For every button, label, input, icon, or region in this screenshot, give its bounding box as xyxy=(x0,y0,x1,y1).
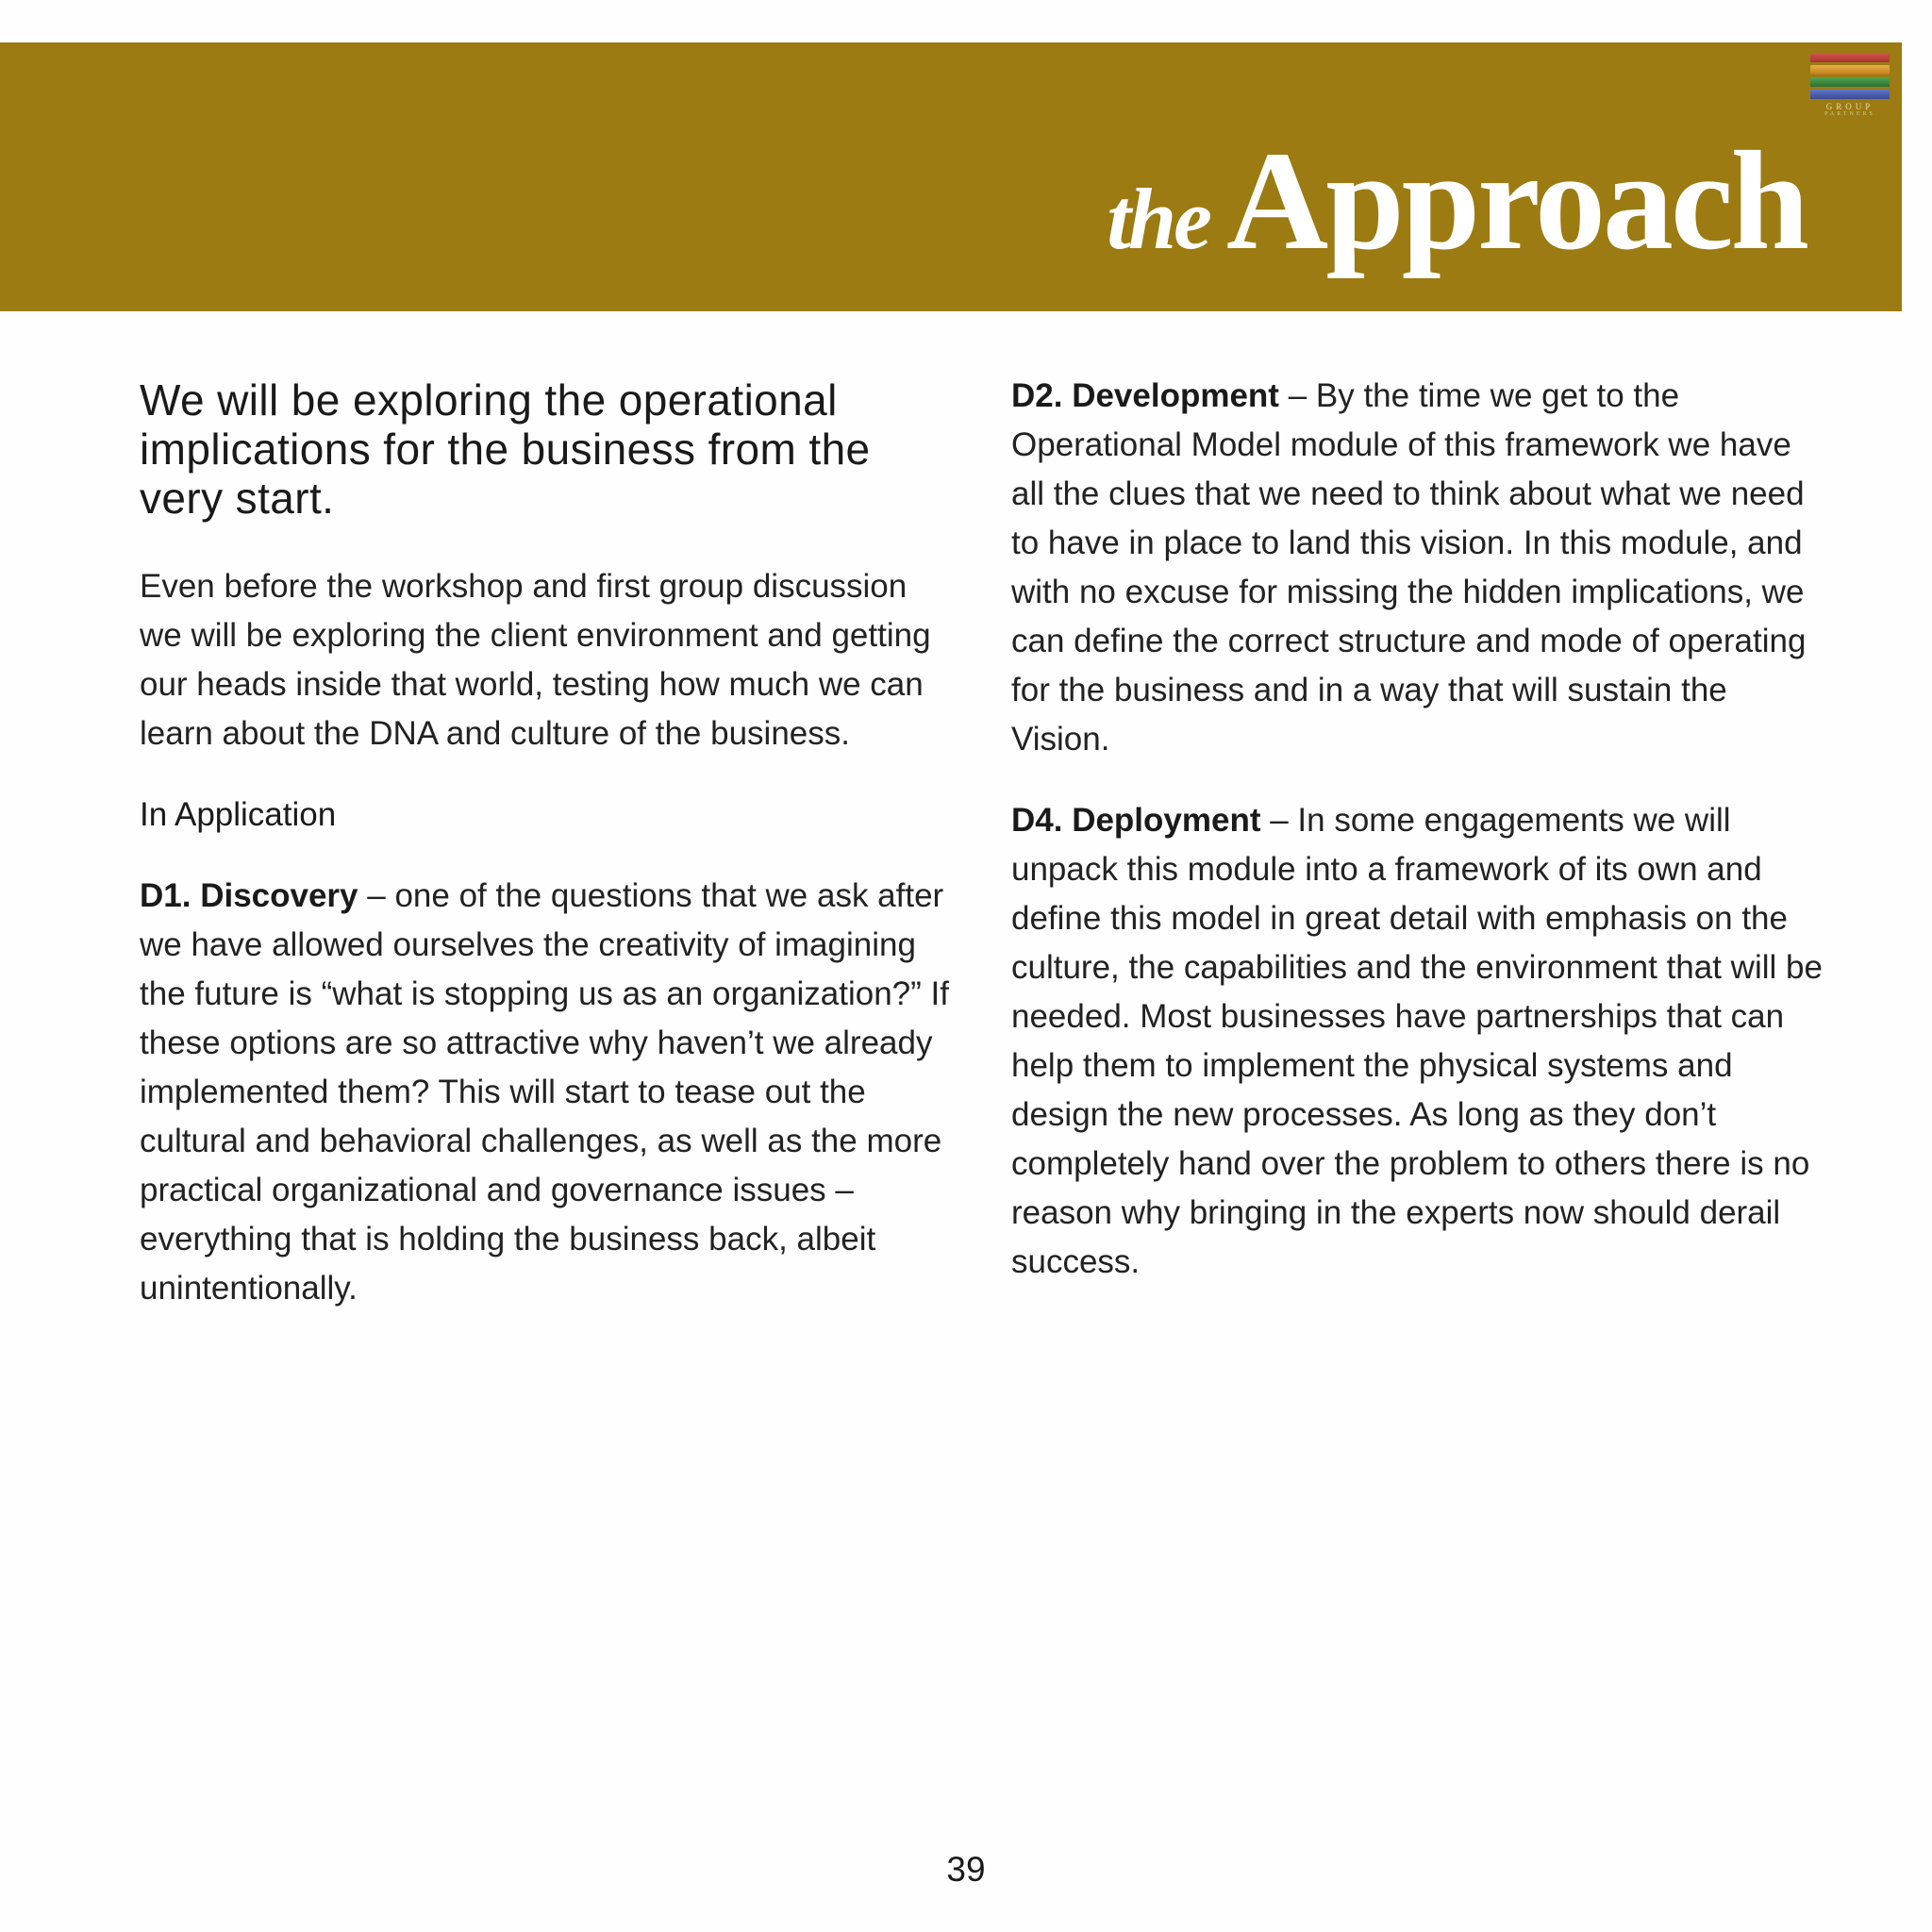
d2-development-paragraph xyxy=(1011,372,1823,764)
logo-bar-red xyxy=(1810,53,1890,62)
logo-bar-blue xyxy=(1810,90,1890,99)
d4-text: – In some engagements we will unpack this module into a framework of its own and define this model in great detail with emphasis on the culture, the capabilities and the environment that will be needed. Most businesses have partnerships that can help them to implement the physical systems and design the new processes. As long as they don’t completely hand over the problem to others there is no reason why bringing in the experts now should derail success. xyxy=(1011,802,1823,1280)
d1-discovery-paragraph xyxy=(140,872,951,1313)
left-column xyxy=(140,370,951,1313)
d2-term: D2. Development xyxy=(1011,377,1279,414)
page-title-prefix: the xyxy=(1107,171,1209,267)
page-title-main: Approach xyxy=(1225,123,1807,279)
page-number: 39 xyxy=(946,1850,986,1889)
logo-word: GROUP xyxy=(1825,102,1874,111)
in-application-heading: In Application xyxy=(140,796,337,833)
d4-deployment-paragraph xyxy=(1011,796,1823,1287)
page-title xyxy=(1107,123,1807,279)
logo-bar-green xyxy=(1810,77,1890,87)
group-partners-logo xyxy=(1810,53,1890,134)
intro-paragraph: Even before the workshop and first group discussion we will be exploring the client environment and getting our heads inside that world, testing how much we can learn about the DNA and culture of the business. xyxy=(140,568,931,752)
d4-term: D4. Deployment xyxy=(1011,802,1261,839)
logo-subword: PARTNERS xyxy=(1824,111,1875,117)
d1-term: D1. Discovery xyxy=(140,877,358,914)
d2-text: – By the time we get to the Operational Model module of this framework we have all the clues that we need to think about what we need to have in place to land this vision. In this module, and with no excuse for missing the hidden implications, we can define the correct structure and mode of operating for the business and in a way that will sustain the Vision. xyxy=(1011,377,1807,758)
right-column xyxy=(1011,370,1823,1287)
d1-text: – one of the questions that we ask after we have allowed ourselves the creativity of imagining the future is “what is stopping us as an organization?” If these options are so attractive why haven’t we already implemented them? This will start to tease out the cultural and behavioral challenges, as well as the more practical organizational and governance issues – everything that is holding the business back, albeit unintentionally. xyxy=(140,877,949,1307)
logo-bar-orange xyxy=(1810,65,1890,75)
intro-heading: We will be exploring the operational implications for the business from the very start. xyxy=(140,375,871,523)
